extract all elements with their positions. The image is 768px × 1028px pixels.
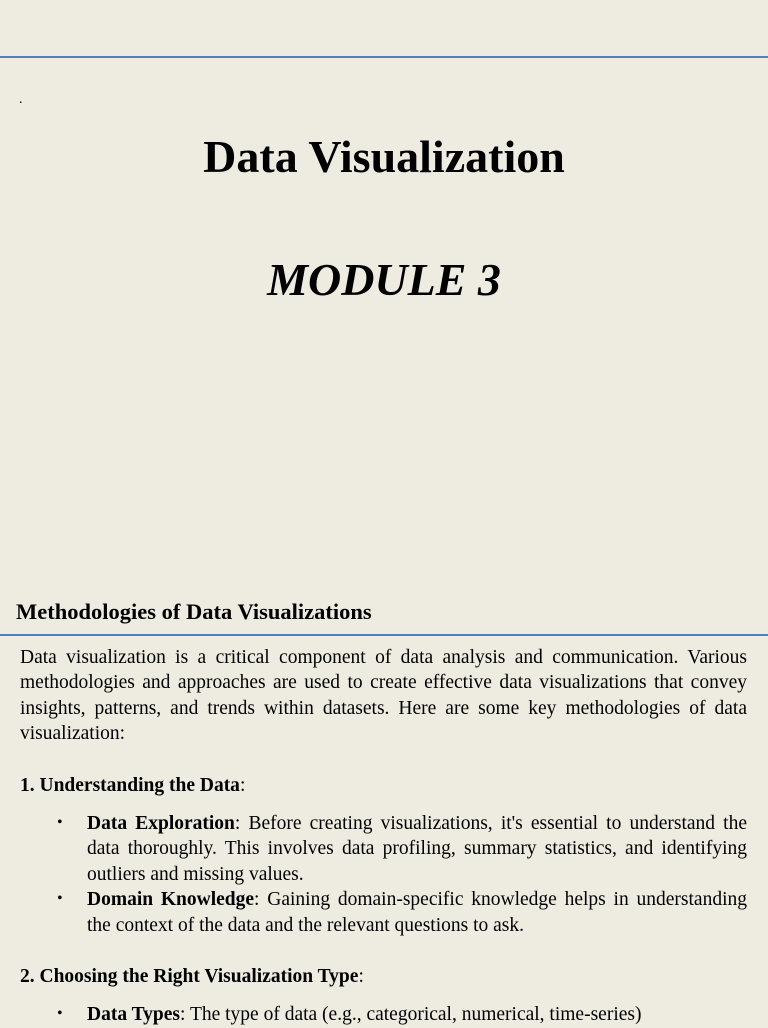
section-divider-line: [0, 634, 768, 636]
list-item: [57, 887, 747, 938]
module-label: MODULE 3: [267, 254, 501, 305]
bullet-text: : Gaining domain-specific knowledge helps in understanding the context of the data and the relevant questions to ask.: [87, 889, 747, 936]
top-divider-line: [0, 56, 768, 58]
slide-title: Data Visualization: [203, 131, 565, 182]
section-content: [20, 645, 747, 1028]
section-heading: Methodologies of Data Visualizations: [16, 599, 372, 624]
bullet-list: [20, 1002, 747, 1027]
subsection-heading: 1. Understanding the Data:: [20, 774, 246, 796]
bullet-term: Domain Knowledge: [87, 889, 255, 911]
bullet-term: Data Types: [87, 1004, 180, 1026]
list-item: [57, 1002, 747, 1027]
subsection-heading: 2. Choosing the Right Visualization Type:: [20, 966, 364, 988]
intro-paragraph: Data visualization is a critical component of data analysis and communication. Various methodologies and approaches are used to create effective data visualizations that convey insights, patterns, and trends within datasets. Here are some key methodologies of data visualization:: [20, 647, 747, 745]
bullet-icon: •: [57, 814, 63, 832]
bullet-list: [20, 811, 747, 938]
list-item: [57, 811, 747, 887]
bullet-icon: •: [57, 1005, 63, 1023]
bullet-term: Data Exploration: [87, 813, 235, 835]
bullet-icon: •: [57, 890, 63, 908]
stray-dot: .: [19, 92, 23, 107]
bullet-text: : The type of data (e.g., categorical, numerical, time-series): [180, 1004, 642, 1026]
bullet-text: : Before creating visualizations, it's essential to understand the data thoroughly. This involves data profiling, summary statistics, and identifying outliers and missing values.: [87, 813, 747, 885]
